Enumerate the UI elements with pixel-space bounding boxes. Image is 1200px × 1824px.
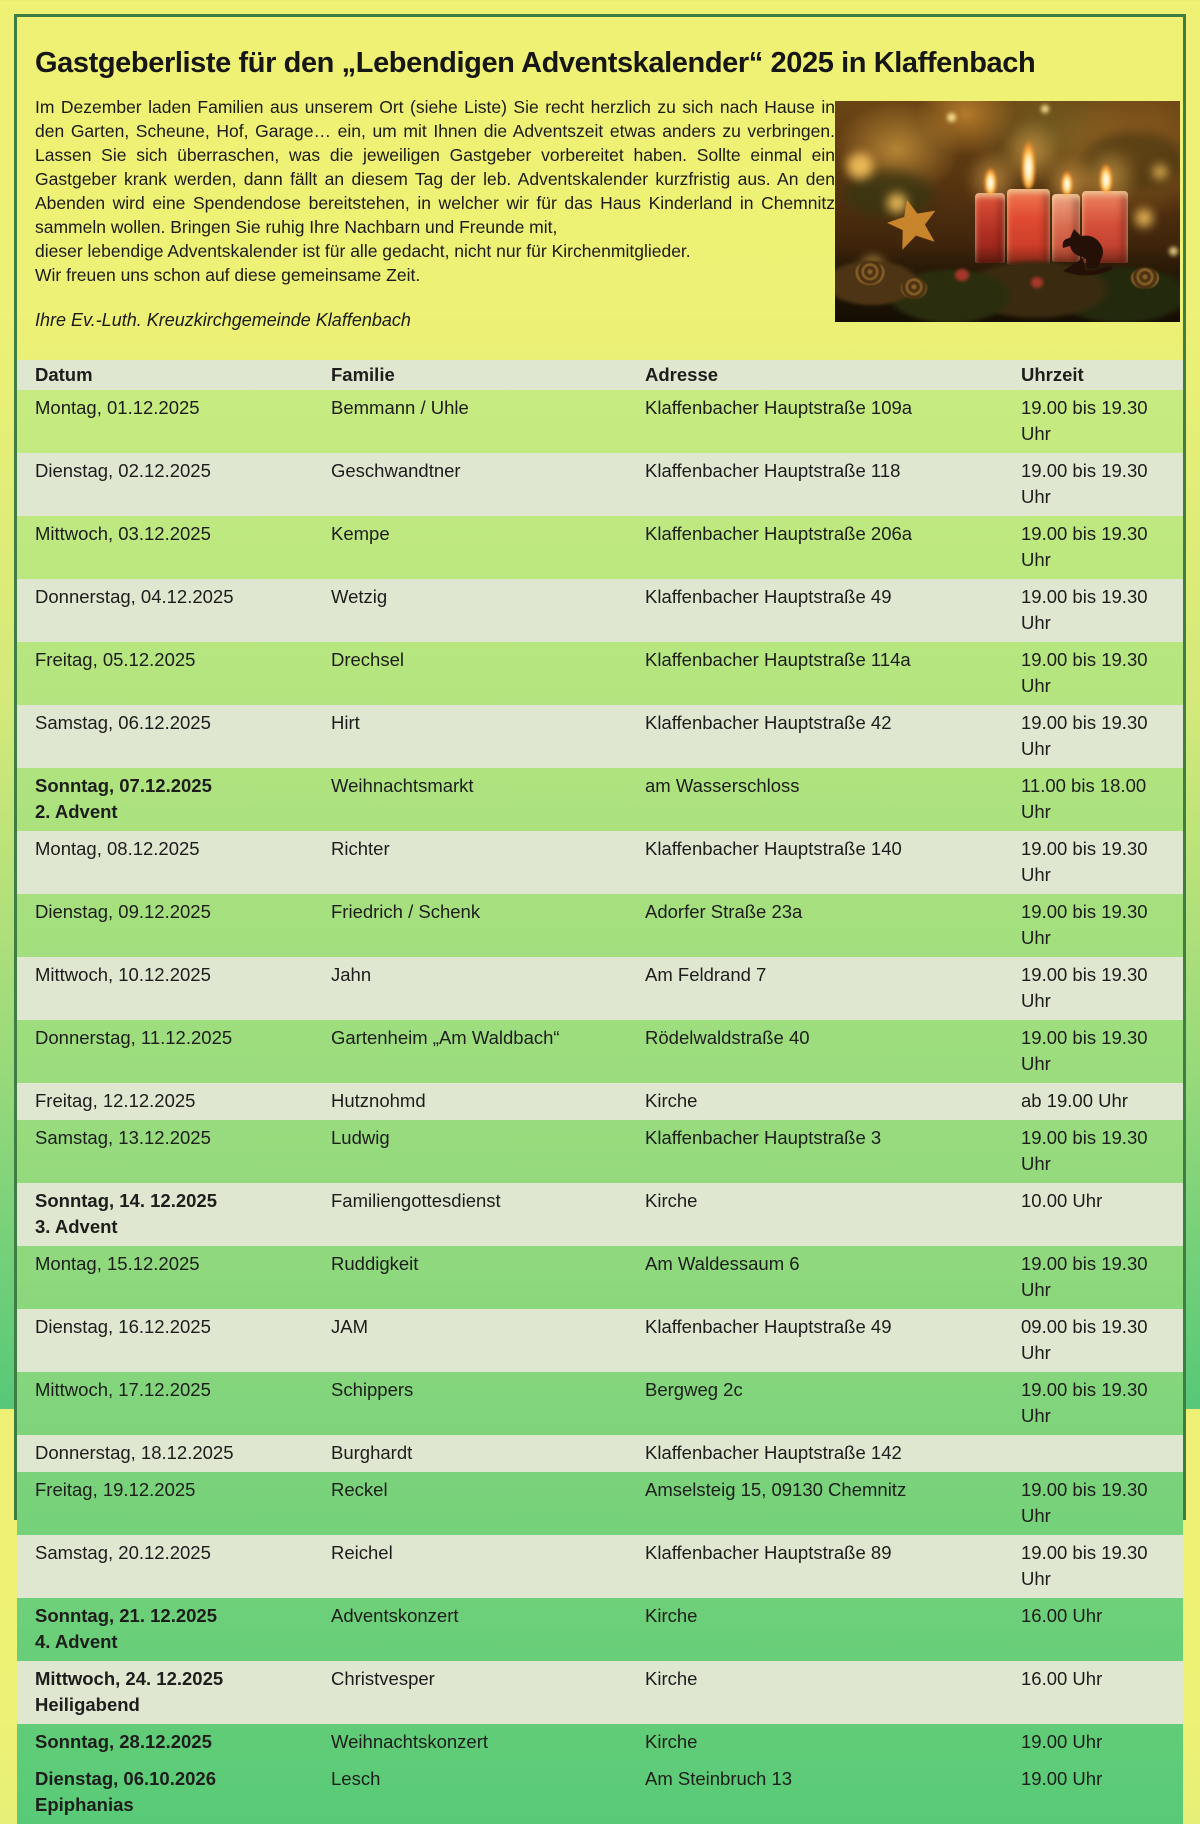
address-cell: Am Feldrand 7 bbox=[645, 964, 767, 985]
table-row bbox=[17, 1309, 1183, 1372]
table-row bbox=[17, 1472, 1183, 1535]
time-cell: 19.00 bis 19.30 Uhr bbox=[1021, 838, 1148, 885]
family-cell: Hutznohmd bbox=[331, 1090, 426, 1111]
table-row bbox=[17, 1598, 1183, 1661]
date-line1: Montag, 08.12.2025 bbox=[35, 838, 200, 859]
family-cell: JAM bbox=[331, 1316, 368, 1337]
date-line1: Sonntag, 07.12.2025 bbox=[35, 775, 212, 796]
address-cell: Klaffenbacher Hauptstraße 3 bbox=[645, 1127, 882, 1148]
intro-line-3: Wir freuen uns schon auf diese gemeinsame Zeit. bbox=[35, 265, 421, 285]
date-line1: Montag, 01.12.2025 bbox=[35, 397, 200, 418]
date-line1: Mittwoch, 03.12.2025 bbox=[35, 523, 211, 544]
intro-text bbox=[35, 95, 835, 287]
table-row bbox=[17, 957, 1183, 1020]
family-cell: Adventskonzert bbox=[331, 1605, 459, 1626]
date-line2: 3. Advent bbox=[35, 1216, 118, 1237]
time-cell: 19.00 bis 19.30 Uhr bbox=[1021, 586, 1148, 633]
table-row bbox=[17, 1246, 1183, 1309]
date-line1: Dienstag, 02.12.2025 bbox=[35, 460, 211, 481]
date-line1: Donnerstag, 18.12.2025 bbox=[35, 1442, 234, 1463]
family-cell: Schippers bbox=[331, 1379, 414, 1400]
family-cell: Wetzig bbox=[331, 586, 388, 607]
table-row bbox=[17, 516, 1183, 579]
address-cell: Kirche bbox=[645, 1605, 698, 1626]
table-row bbox=[17, 831, 1183, 894]
time-cell: 19.00 bis 19.30 Uhr bbox=[1021, 649, 1148, 696]
time-cell: 19.00 Uhr bbox=[1021, 1768, 1103, 1789]
family-cell: Hirt bbox=[331, 712, 360, 733]
address-cell: am Wasserschloss bbox=[645, 775, 800, 796]
date-line1: Mittwoch, 17.12.2025 bbox=[35, 1379, 211, 1400]
header-cell-uhrzeit: Uhrzeit bbox=[1021, 364, 1084, 385]
time-cell: 19.00 bis 19.30 Uhr bbox=[1021, 1379, 1148, 1426]
date-line1: Freitag, 19.12.2025 bbox=[35, 1479, 196, 1500]
date-line1: Dienstag, 16.12.2025 bbox=[35, 1316, 211, 1337]
time-cell: 19.00 bis 19.30 Uhr bbox=[1021, 1027, 1148, 1074]
table-row bbox=[17, 894, 1183, 957]
time-cell: 19.00 bis 19.30 Uhr bbox=[1021, 964, 1148, 1011]
family-cell: Burghardt bbox=[331, 1442, 413, 1463]
address-cell: Klaffenbacher Hauptstraße 109a bbox=[645, 397, 913, 418]
date-line1: Sonntag, 14. 12.2025 bbox=[35, 1190, 218, 1211]
date-line1: Montag, 15.12.2025 bbox=[35, 1253, 200, 1274]
date-line2: 4. Advent bbox=[35, 1631, 118, 1652]
time-cell: 19.00 bis 19.30 Uhr bbox=[1021, 523, 1148, 570]
time-cell bbox=[1003, 1435, 1183, 1472]
date-line1: Mittwoch, 24. 12.2025 bbox=[35, 1668, 224, 1689]
address-cell: Klaffenbacher Hauptstraße 42 bbox=[645, 712, 892, 733]
host-table-body bbox=[17, 390, 1183, 1824]
address-cell: Bergweg 2c bbox=[645, 1379, 743, 1400]
table-row bbox=[17, 705, 1183, 768]
family-cell: Gartenheim „Am Waldbach“ bbox=[331, 1027, 560, 1048]
table-row bbox=[17, 1020, 1183, 1083]
table-row bbox=[17, 1535, 1183, 1598]
table-row bbox=[17, 390, 1183, 453]
signature: Ihre Ev.-Luth. Kreuzkirchgemeinde Klaffenbach bbox=[35, 310, 411, 330]
table-row bbox=[17, 1724, 1183, 1761]
address-cell: Klaffenbacher Hauptstraße 49 bbox=[645, 1316, 892, 1337]
intro-line-2: dieser lebendige Adventskalender ist für alle gedacht, nicht nur für Kirchenmitglieder. bbox=[35, 241, 691, 261]
time-cell: 19.00 Uhr bbox=[1021, 1731, 1103, 1752]
family-cell: Christvesper bbox=[331, 1668, 435, 1689]
photo-vignette bbox=[835, 101, 1180, 322]
family-cell: Richter bbox=[331, 838, 390, 859]
address-cell: Klaffenbacher Hauptstraße 206a bbox=[645, 523, 913, 544]
family-cell: Ruddigkeit bbox=[331, 1253, 419, 1274]
address-cell: Kirche bbox=[645, 1668, 698, 1689]
family-cell: Lesch bbox=[331, 1768, 381, 1789]
host-table-wrap bbox=[17, 360, 1183, 1824]
family-cell: Drechsel bbox=[331, 649, 404, 670]
date-line1: Samstag, 06.12.2025 bbox=[35, 712, 211, 733]
family-cell: Weihnachtsmarkt bbox=[331, 775, 474, 796]
family-cell: Bemmann / Uhle bbox=[331, 397, 469, 418]
address-cell: Am Waldessaum 6 bbox=[645, 1253, 800, 1274]
time-cell: 16.00 Uhr bbox=[1021, 1605, 1103, 1626]
table-row bbox=[17, 1120, 1183, 1183]
page-title: Gastgeberliste für den „Lebendigen Adventskalender“ 2025 in Klaffenbach bbox=[35, 47, 1036, 80]
header-cell-adresse: Adresse bbox=[645, 364, 719, 385]
table-row bbox=[17, 1435, 1183, 1472]
table-row bbox=[17, 1083, 1183, 1120]
time-cell: 09.00 bis 19.30 Uhr bbox=[1021, 1316, 1148, 1363]
time-cell: 19.00 bis 19.30 Uhr bbox=[1021, 1542, 1148, 1589]
family-cell: Reichel bbox=[331, 1542, 393, 1563]
family-cell: Reckel bbox=[331, 1479, 388, 1500]
time-cell: 19.00 bis 19.30 Uhr bbox=[1021, 1479, 1148, 1526]
address-cell: Adorfer Straße 23a bbox=[645, 901, 803, 922]
time-cell: 19.00 bis 19.30 Uhr bbox=[1021, 460, 1148, 507]
header-row bbox=[17, 360, 1183, 390]
time-cell: 19.00 bis 19.30 Uhr bbox=[1021, 1253, 1148, 1300]
advent-wreath-photo bbox=[835, 101, 1180, 322]
address-cell: Klaffenbacher Hauptstraße 89 bbox=[645, 1542, 892, 1563]
family-cell: Weihnachtskonzert bbox=[331, 1731, 488, 1752]
address-cell: Klaffenbacher Hauptstraße 142 bbox=[645, 1442, 902, 1463]
date-line1: Dienstag, 06.10.2026 bbox=[35, 1768, 216, 1789]
address-cell: Kirche bbox=[645, 1190, 698, 1211]
date-line2: Heiligabend bbox=[35, 1694, 140, 1715]
table-row bbox=[17, 1761, 1183, 1824]
time-cell: 19.00 bis 19.30 Uhr bbox=[1021, 712, 1148, 759]
address-cell: Klaffenbacher Hauptstraße 49 bbox=[645, 586, 892, 607]
family-cell: Friedrich / Schenk bbox=[331, 901, 481, 922]
host-table bbox=[17, 360, 1183, 1824]
date-line1: Freitag, 12.12.2025 bbox=[35, 1090, 196, 1111]
table-row bbox=[17, 642, 1183, 705]
table-row bbox=[17, 1661, 1183, 1724]
address-cell: Kirche bbox=[645, 1731, 698, 1752]
address-cell: Rödelwaldstraße 40 bbox=[645, 1027, 810, 1048]
table-row bbox=[17, 453, 1183, 516]
date-line1: Dienstag, 09.12.2025 bbox=[35, 901, 211, 922]
date-line1: Samstag, 13.12.2025 bbox=[35, 1127, 211, 1148]
family-cell: Familiengottesdienst bbox=[331, 1190, 501, 1211]
table-row bbox=[17, 768, 1183, 831]
date-line1: Sonntag, 21. 12.2025 bbox=[35, 1605, 218, 1626]
time-cell: ab 19.00 Uhr bbox=[1021, 1090, 1128, 1111]
table-row bbox=[17, 1183, 1183, 1246]
time-cell: 11.00 bis 18.00 Uhr bbox=[1021, 775, 1147, 822]
time-cell: 10.00 Uhr bbox=[1021, 1190, 1103, 1211]
address-cell: Kirche bbox=[645, 1090, 698, 1111]
table-row bbox=[17, 1372, 1183, 1435]
intro-paragraph: Im Dezember laden Familien aus unserem Ort (siehe Liste) Sie recht herzlich zu sich nach Hause in den Garten, Scheune, Hof, Garage… ein, um mit Ihnen die Adventszeit etwas anders zu verbringen. Lassen Sie sich überraschen, was die jeweiligen Gastgeber vorbereitet haben. Sollte einmal ein Gastgeber krank werden, dann fällt an diesem Tag der leb. Adventskalender kurzfristig aus. An den Abenden wird eine Spendendose bereitstehen, in welcher wir für das Haus Kinderland in Chemnitz sammeln wollen. Bringen Sie ruhig Ihre Nachbarn und Freunde mit, bbox=[35, 97, 835, 237]
table-row bbox=[17, 579, 1183, 642]
family-cell: Jahn bbox=[331, 964, 372, 985]
family-cell: Geschwandtner bbox=[331, 460, 461, 481]
date-line2: Epiphanias bbox=[35, 1794, 134, 1815]
date-line1: Donnerstag, 04.12.2025 bbox=[35, 586, 234, 607]
address-cell: Klaffenbacher Hauptstraße 118 bbox=[645, 460, 901, 481]
date-line1: Sonntag, 28.12.2025 bbox=[35, 1731, 212, 1752]
header-cell-datum: Datum bbox=[35, 364, 93, 385]
address-cell: Amselsteig 15, 09130 Chemnitz bbox=[645, 1479, 907, 1500]
date-line1: Samstag, 20.12.2025 bbox=[35, 1542, 211, 1563]
time-cell: 19.00 bis 19.30 Uhr bbox=[1021, 901, 1148, 948]
address-cell: Klaffenbacher Hauptstraße 114a bbox=[645, 649, 911, 670]
date-line1: Freitag, 05.12.2025 bbox=[35, 649, 196, 670]
family-cell: Kempe bbox=[331, 523, 390, 544]
family-cell: Ludwig bbox=[331, 1127, 390, 1148]
date-line1: Mittwoch, 10.12.2025 bbox=[35, 964, 211, 985]
time-cell: 19.00 bis 19.30 Uhr bbox=[1021, 397, 1148, 444]
date-line1: Donnerstag, 11.12.2025 bbox=[35, 1027, 233, 1048]
address-cell: Klaffenbacher Hauptstraße 140 bbox=[645, 838, 902, 859]
date-line2: 2. Advent bbox=[35, 801, 118, 822]
time-cell: 16.00 Uhr bbox=[1021, 1668, 1103, 1689]
header-cell-familie: Familie bbox=[331, 364, 395, 385]
time-cell: 19.00 bis 19.30 Uhr bbox=[1021, 1127, 1148, 1174]
address-cell: Am Steinbruch 13 bbox=[645, 1768, 793, 1789]
